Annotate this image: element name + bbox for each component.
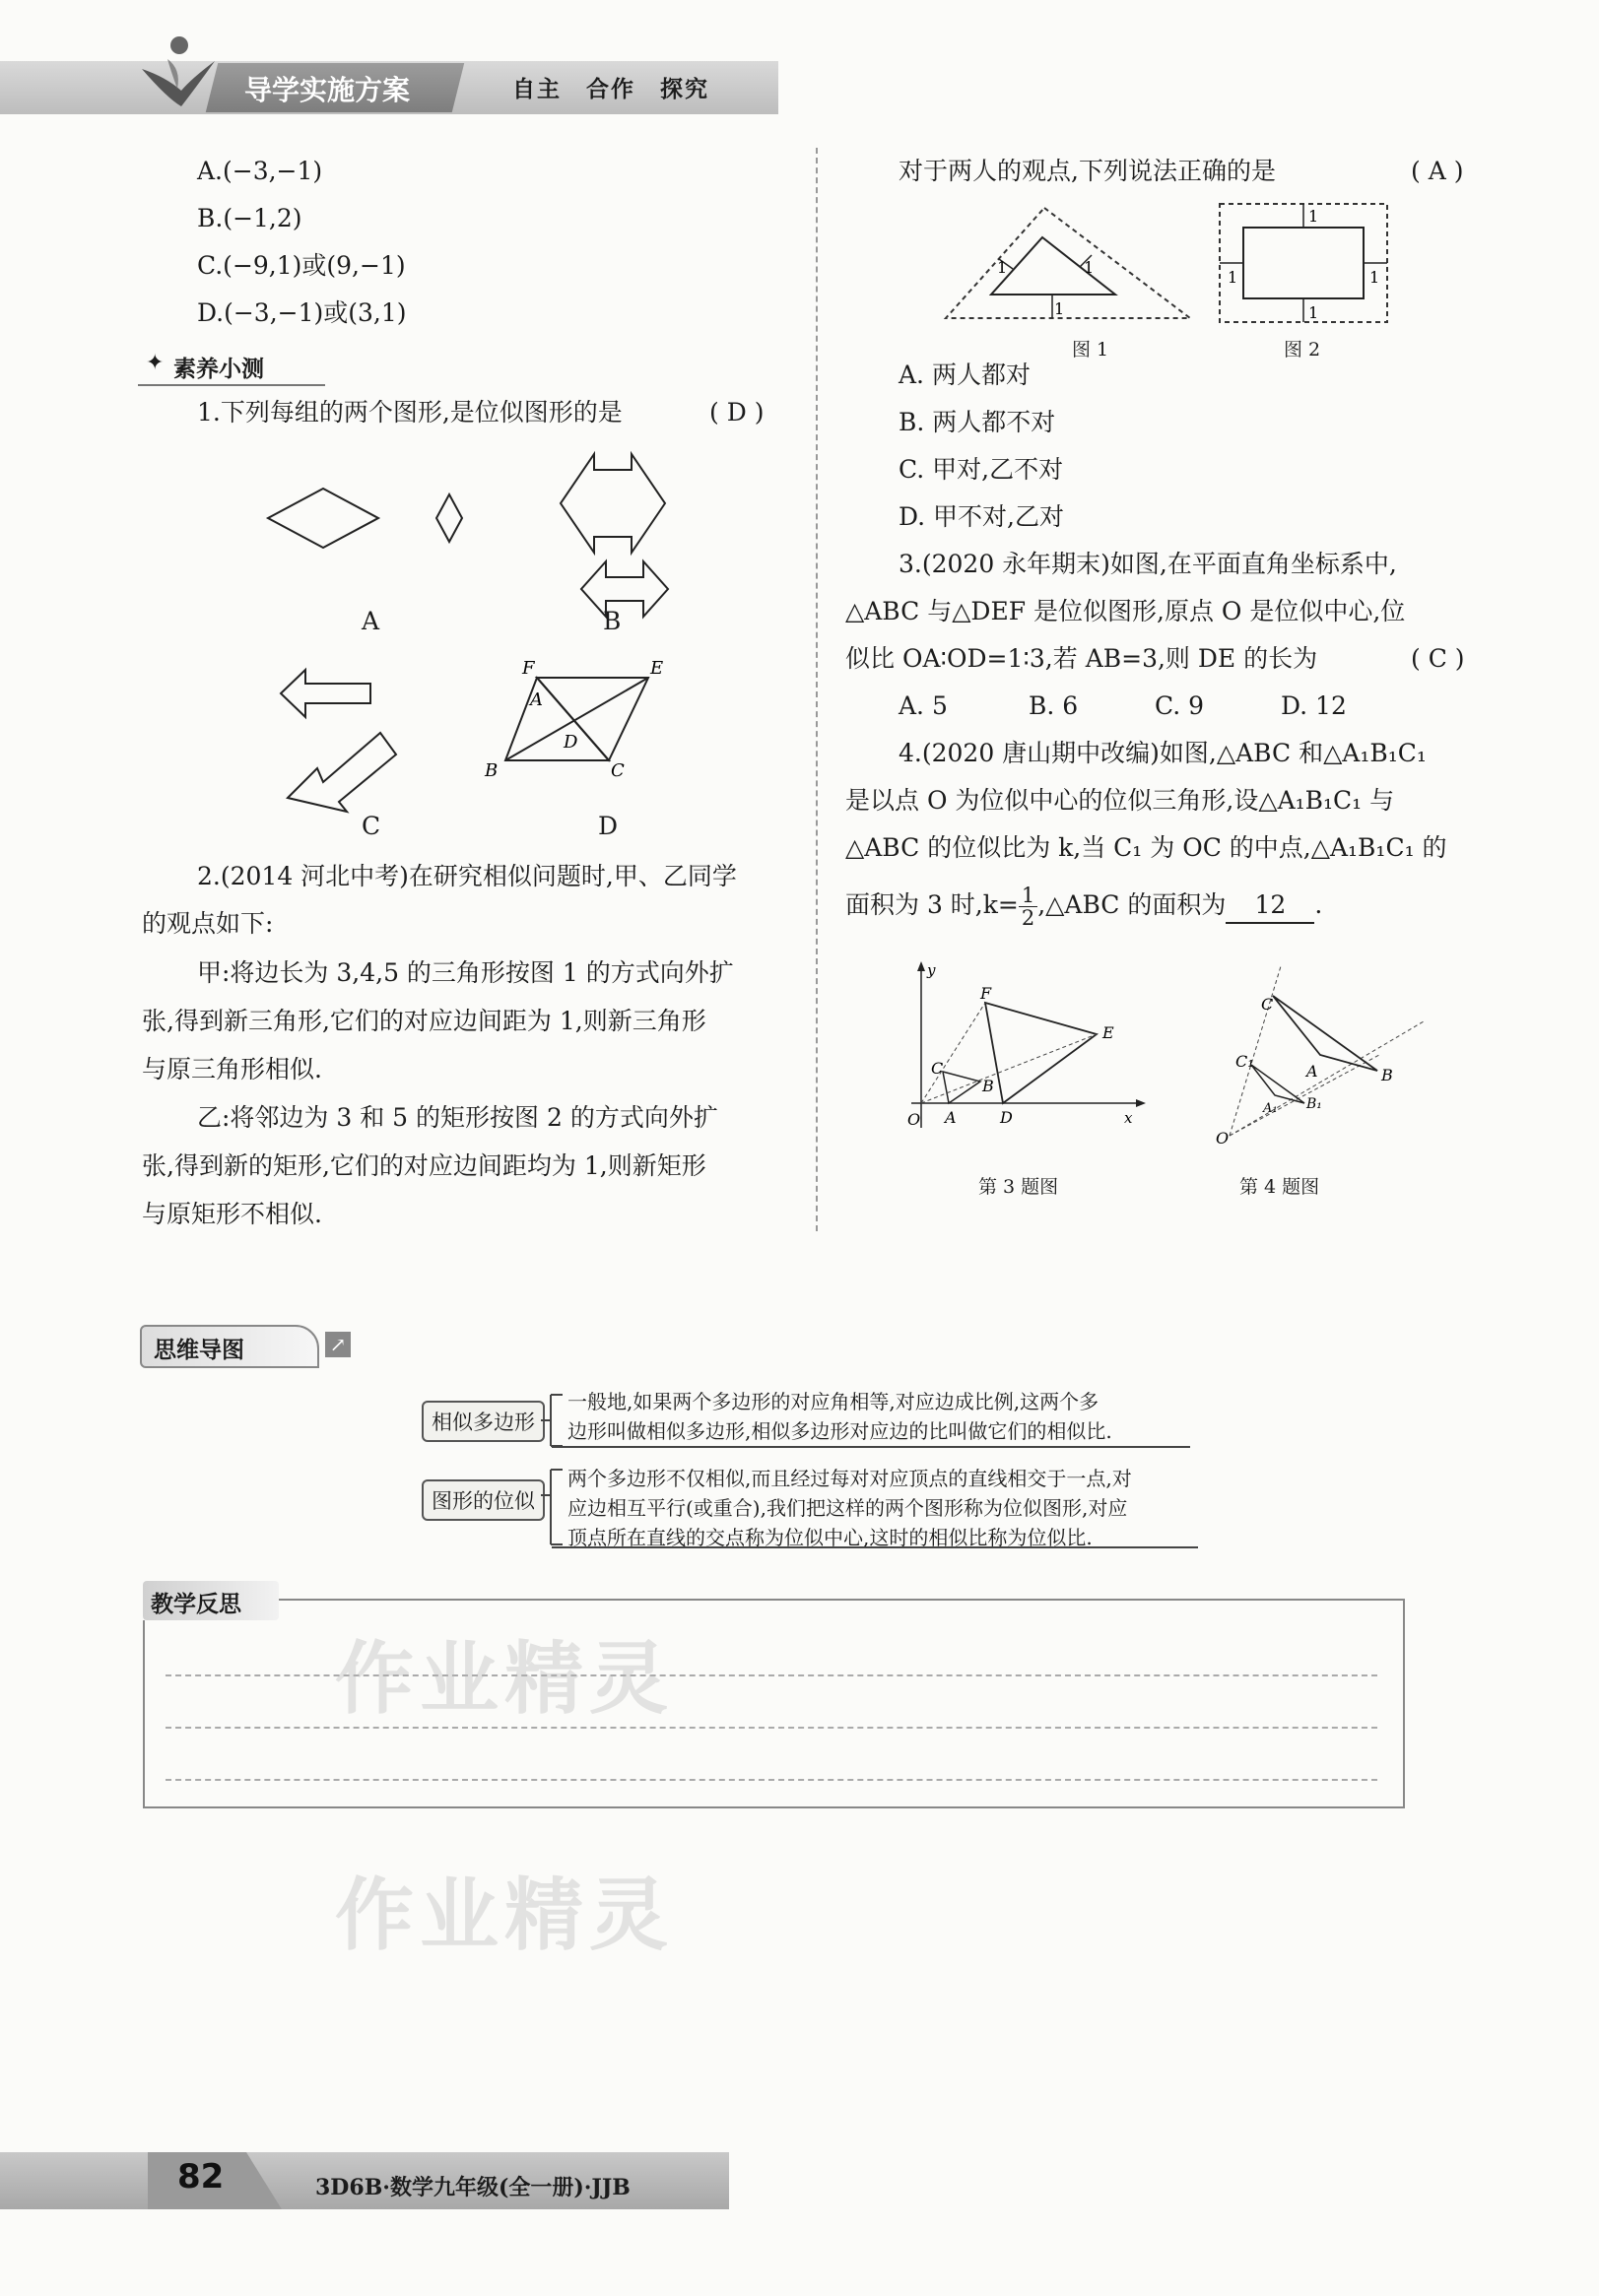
reflection-tag-box [143, 1581, 279, 1620]
q1-d-label-c: C [611, 760, 625, 781]
mindmap-item-1-line-1: 一般地,如果两个多边形的对应角相等,对应边成比例,这两个多 [567, 1390, 1099, 1413]
footer-book-code: 3D6B·数学九年级(全一册)·JJB [315, 2175, 631, 2200]
q3-option-c: C. 9 [1155, 691, 1205, 720]
q1-d-label-b: B [485, 760, 499, 781]
q2-line-7: 张,得到新的矩形,它们的对应边间距均为 1,则新矩形 [142, 1151, 706, 1180]
q4-end: . [1314, 890, 1323, 919]
q3-option-d: D. 12 [1281, 691, 1347, 720]
fig3-label-x: x [1124, 1109, 1133, 1127]
fig3-triangle-def [985, 1003, 1097, 1103]
fig2-dist-left: 1 [1228, 268, 1238, 287]
fig1-dist-right: 1 [1084, 258, 1095, 277]
q2-line-5: 与原三角形相似. [142, 1055, 322, 1083]
q4-frac-num: 1 [1019, 885, 1037, 907]
prev-option-b: B.(−1,2) [197, 204, 302, 232]
q1-a-small-rhombus [436, 494, 462, 542]
fig1-dist-left: 1 [997, 258, 1008, 277]
q2-cont-answer: ( A ) [1411, 157, 1464, 185]
q1-answer: ( D ) [709, 398, 765, 426]
mindmap-item-2-line-3: 顶点所在直线的交点称为位似中心,这时的相似比称为位似比. [567, 1526, 1093, 1549]
q1-d-label-e: E [650, 658, 664, 679]
q2-line-2: 的观点如下: [142, 909, 274, 938]
q4-answer-blank: 12 [1226, 888, 1314, 924]
fig2-caption: 图 2 [1284, 339, 1321, 361]
fig3-label-d: D [1000, 1108, 1013, 1127]
q4-last-pre: 面积为 3 时,k= [845, 890, 1019, 919]
reflection-writing-line-3[interactable] [166, 1779, 1377, 1781]
fig1-caption: 图 1 [1072, 339, 1109, 361]
q3-line-1: 3.(2020 永年期末)如图,在平面直角坐标系中, [899, 550, 1397, 578]
q4-line-1: 4.(2020 唐山期中改编)如图,△ABC 和△A₁B₁C₁ [899, 739, 1427, 767]
mindmap-item-2-line-1: 两个多边形不仅相似,而且经过每对对应顶点的直线相交于一点,对 [567, 1467, 1132, 1490]
fig3-label-b: B [982, 1077, 994, 1095]
q3-option-a: A. 5 [899, 691, 948, 720]
mindmap-item-1-title: 相似多边形 [422, 1401, 545, 1442]
fig2-dist-bottom: 1 [1308, 303, 1319, 322]
q1-label-c: C [362, 812, 381, 840]
reflection-tag: 教学反思 [151, 1592, 241, 1617]
fig1-dist-bottom: 1 [1054, 299, 1065, 318]
arrow-icon: ↗ [325, 1332, 351, 1357]
q1-b-large-arrow [561, 454, 665, 553]
q1-a-large-rhombus [268, 489, 378, 548]
q3-answer: ( C ) [1411, 644, 1465, 673]
fig4-caption: 第 4 题图 [1239, 1176, 1320, 1198]
q2-line-8: 与原矩形不相似. [142, 1200, 322, 1228]
fig4-label-b1: B₁ [1306, 1096, 1322, 1112]
q2-figures [936, 202, 1399, 350]
fig3-label-e: E [1102, 1023, 1114, 1042]
prev-option-c: C.(−9,1)或(9,−1) [197, 251, 406, 280]
fig4-label-a1: A₁ [1263, 1101, 1278, 1116]
q2-option-d: D. 甲不对,乙对 [899, 502, 1064, 531]
q4-frac-den: 2 [1021, 906, 1035, 930]
q1-label-a: A [362, 607, 380, 635]
mindmap-item-2-bracket [537, 1464, 566, 1572]
section-tag: 素养小测 [173, 357, 264, 382]
fig4-label-c1: C₁ [1235, 1052, 1254, 1071]
fig4-label-a: A [1306, 1062, 1318, 1081]
q4-fraction [1019, 885, 1037, 929]
fig4-triangle-a1b1c1 [1251, 1065, 1304, 1103]
page-number: 82 [177, 2157, 225, 2197]
column-divider [816, 148, 818, 1231]
q1-d-upper-triangle [537, 678, 648, 760]
q1-c-small-arrow [281, 670, 370, 717]
q3-line-2: △ABC 与△DEF 是位似图形,原点 O 是位似中心,位 [845, 597, 1406, 625]
mindmap-item-2-title: 图形的位似 [422, 1479, 545, 1521]
q3-line-3: 似比 OA∶OD=1∶3,若 AB=3,则 DE 的长为 [845, 644, 1318, 673]
mindmap-item-2-underline [552, 1546, 1198, 1548]
reflection-bottom-line [143, 1806, 1405, 1808]
reflection-top-line [279, 1599, 1405, 1601]
q2-option-a: A. 两人都对 [899, 361, 1031, 389]
fig3-label-f: F [980, 984, 992, 1003]
prev-option-a: A.(−3,−1) [197, 157, 323, 185]
watermark-1: 作业精灵 [335, 1633, 674, 1725]
star-icon: ✦ [146, 351, 165, 375]
q2-option-c: C. 甲对,乙不对 [899, 455, 1064, 484]
fig3-label-y: y [927, 961, 936, 979]
fig3-label-a: A [945, 1108, 957, 1127]
header-title: 导学实施方案 [244, 74, 411, 106]
q1-d-label-a: A [530, 689, 543, 710]
fig3-label-c: C [931, 1059, 944, 1078]
section-tag-box [138, 347, 325, 386]
q4-line-2: 是以点 O 为位似中心的位似三角形,设△A₁B₁C₁ 与 [845, 786, 1395, 815]
q2-line-4: 张,得到新三角形,它们的对应边间距为 1,则新三角形 [142, 1007, 706, 1035]
q1-d-lower-triangle [505, 678, 609, 760]
fig4-label-c: C [1261, 995, 1274, 1014]
q2-cont-stem: 对于两人的观点,下列说法正确的是 [899, 157, 1276, 185]
fig2-inner-rect [1243, 228, 1364, 298]
q4-line-4 [845, 885, 1322, 929]
q1-b-small-arrow [581, 561, 668, 617]
q4-last-post: ,△ABC 的面积为 [1037, 890, 1227, 919]
header-subtitle: 自主 合作 探究 [512, 77, 709, 102]
q1-label-b: B [603, 607, 622, 635]
reflection-left-border [143, 1620, 145, 1807]
mindmap-item-2-line-2: 应边相互平行(或重合),我们把这样的两个图形称为位似图形,对应 [567, 1496, 1128, 1520]
prev-option-d: D.(−3,−1)或(3,1) [197, 298, 407, 327]
q1-label-d: D [598, 812, 619, 840]
q1-figures [256, 441, 768, 845]
q4-line-3: △ABC 的位似比为 k,当 C₁ 为 OC 的中点,△A₁B₁C₁ 的 [845, 833, 1447, 862]
mindmap-item-1-underline [552, 1446, 1190, 1448]
fig3-caption: 第 3 题图 [978, 1176, 1059, 1198]
reflection-right-border [1403, 1599, 1405, 1807]
mindmap-tag: 思维导图 [154, 1338, 244, 1363]
watermark-2: 作业精灵 [335, 1870, 674, 1961]
fig2-dist-right: 1 [1369, 268, 1380, 287]
fig3-label-o: O [907, 1110, 921, 1129]
logo-icon [138, 30, 217, 114]
fig3-coordinate-plot [901, 955, 1148, 1133]
q1-c-large-arrow [288, 733, 396, 812]
mindmap-item-1-line-2: 边形叫做相似多边形,相似多边形对应边的比叫做它们的相似比. [567, 1419, 1112, 1443]
q1-stem: 1.下列每组的两个图形,是位似图形的是 [197, 398, 623, 426]
fig4-label-b: B [1381, 1066, 1393, 1084]
fig4-triangle-abc [1273, 996, 1377, 1071]
fig1-outer-triangle [946, 208, 1190, 318]
q2-line-6: 乙:将邻边为 3 和 5 的矩形按图 2 的方式向外扩 [197, 1103, 718, 1132]
mindmap-tag-box [140, 1325, 319, 1368]
fig4-homothety [1212, 960, 1438, 1148]
fig4-label-o: O [1216, 1129, 1230, 1148]
fig2-dist-top: 1 [1308, 207, 1319, 226]
q1-d-label-d: D [564, 732, 578, 753]
q3-option-b: B. 6 [1029, 691, 1079, 720]
q2-line-3: 甲:将边长为 3,4,5 的三角形按图 1 的方式向外扩 [197, 958, 734, 987]
q2-option-b: B. 两人都不对 [899, 408, 1056, 436]
q2-line-1: 2.(2014 河北中考)在研究相似问题时,甲、乙同学 [197, 862, 737, 890]
q1-d-label-f: F [522, 658, 535, 679]
